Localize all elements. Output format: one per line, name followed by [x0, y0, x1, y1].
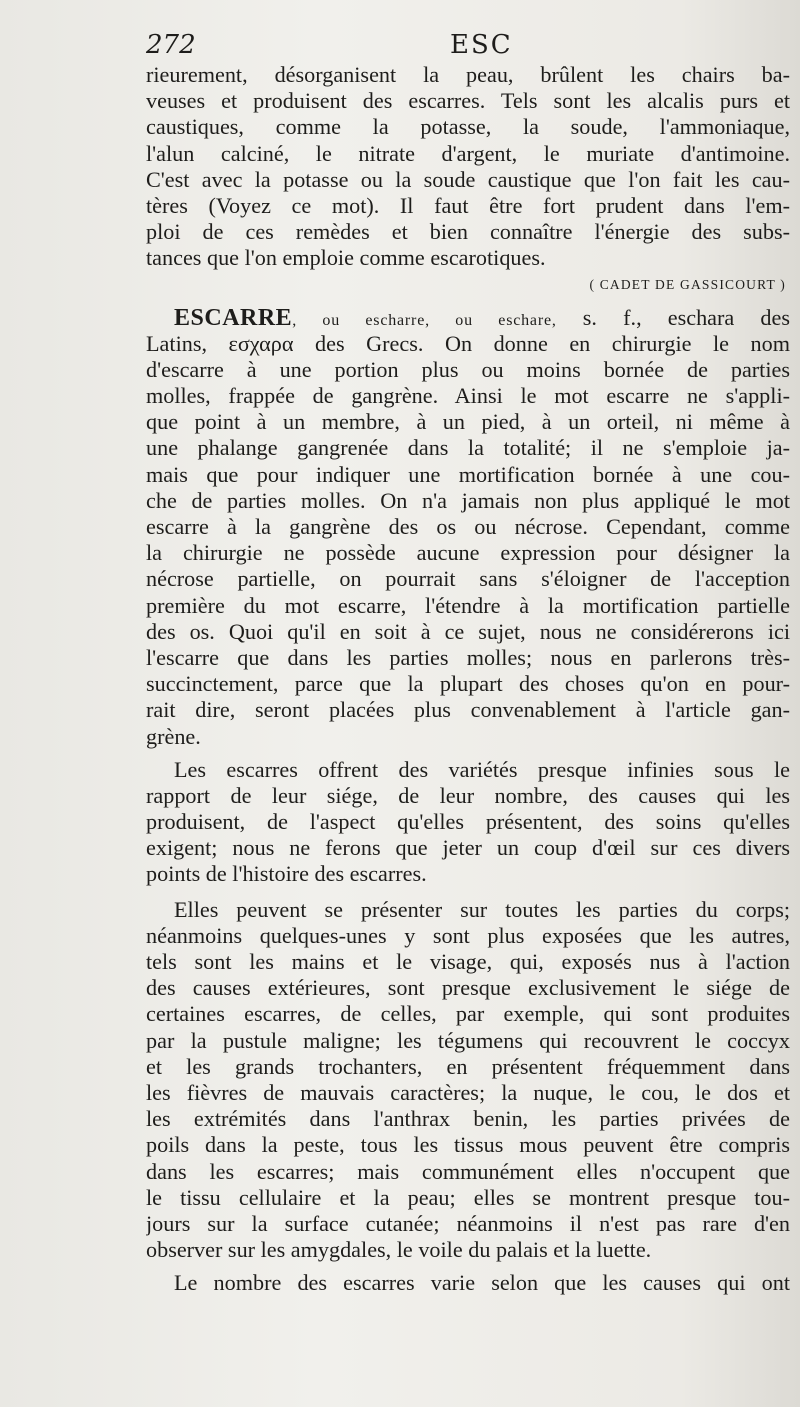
- text-line: tères (Voyez ce mot). Il faut être fort prudent dans l'em-: [146, 192, 790, 218]
- text-line: rait dire, seront placées plus convenablement à l'article gan-: [146, 697, 790, 723]
- text-line: la chirurgie ne possède aucune expression pour désigner la: [146, 540, 790, 566]
- text-line: caustiques, comme la potasse, la soude, l'ammoniaque,: [146, 114, 790, 140]
- text-line: néanmoins quelques-unes y sont plus exposées que les autres,: [146, 922, 790, 948]
- entry-first-line-rest: s. f., eschara des: [556, 304, 790, 330]
- previous-entry-ending: [146, 62, 790, 298]
- text-line: les extrémités dans l'anthrax benin, les parties privées de: [146, 1106, 790, 1132]
- author-signature: ( CADET DE GASSICOURT ): [589, 276, 786, 292]
- text-line: molles, frappée de gangrène. Ainsi le mot escarre ne s'appli-: [146, 383, 790, 409]
- running-head: ESC: [450, 30, 513, 60]
- text-line: une phalange gangrenée dans la totalité; il ne s'emploie ja-: [146, 435, 790, 461]
- text-line: certaines escarres, de celles, par exemple, qui sont produites: [146, 1001, 790, 1027]
- entry-first-line: [146, 305, 790, 331]
- text-line: tels sont les mains et le visage, qui, exposés nus à l'action: [146, 949, 790, 974]
- paragraph-number: [146, 1270, 790, 1296]
- entry-variants: , ou escharre, ou eschare,: [292, 311, 557, 329]
- text-line: rapport de leur siége, de leur nombre, des causes qui les: [146, 782, 790, 808]
- text-line: observer sur les amygdales, le voile du palais et la luette.: [146, 1237, 652, 1263]
- text-line: Latins, εσχαρα des Grecs. On donne en chirurgie le nom: [146, 330, 790, 356]
- text-line: l'alun calciné, le nitrate d'argent, le muriate d'antimoine.: [146, 140, 790, 166]
- text-line: dans les escarres; mais communément elles n'occupent que: [146, 1158, 790, 1184]
- page-number: 272: [146, 30, 196, 60]
- text-line: che de parties molles. On n'a jamais non plus appliqué le mot: [146, 487, 790, 513]
- text-line: succinctement, parce que la plupart des choses qu'on en pour-: [146, 671, 790, 697]
- text-line: Elles peuvent se présenter sur toutes les parties du corps;: [174, 896, 790, 922]
- entry-escarre: [146, 305, 790, 750]
- body-text: [146, 62, 790, 1296]
- text-line: et les grands trochanters, en présentent fréquemment dans: [146, 1053, 790, 1079]
- text-line: produisent, de l'aspect qu'elles présentent, des soins qu'elles: [146, 809, 790, 835]
- text-line: Les escarres offrent des variétés presque infinies sous le: [174, 756, 790, 782]
- text-line: grène.: [146, 723, 201, 749]
- text-line: Le nombre des escarres varie selon que les causes qui ont: [174, 1270, 790, 1296]
- text-line: le tissu cellulaire et la peau; elles se montrent presque tou-: [146, 1184, 790, 1210]
- text-line: par la pustule maligne; les tégumens qui recouvrent le coccyx: [146, 1027, 790, 1053]
- page-header: [146, 30, 790, 64]
- text-line: nécrose partielle, on pourrait sans s'éloigner de l'acception: [146, 566, 790, 592]
- text-line: les fièvres de mauvais caractères; la nuque, le cou, le dos et: [146, 1079, 790, 1105]
- text-line: d'escarre à une portion plus ou moins bornée de parties: [146, 356, 790, 382]
- text-line: veuses et produisent des escarres. Tels sont les alcalis purs et: [146, 88, 790, 114]
- text-line: mais que pour indiquer une mortification bornée à une cou-: [146, 461, 790, 487]
- paragraph-locations: [146, 897, 790, 1264]
- text-line: jours sur la surface cutanée; néanmoins il n'est pas rare d'en: [146, 1210, 790, 1236]
- text-line: rieurement, désorganisent la peau, brûlent les chairs ba-: [146, 62, 790, 87]
- text-line: exigent; nous ne ferons que jeter un coup d'œil sur ces divers: [146, 835, 790, 861]
- text-line: poils dans la peste, tous les tissus mous peuvent être compris: [146, 1132, 790, 1158]
- text-line: ploi de ces remèdes et bien connaître l'énergie des subs-: [146, 219, 790, 245]
- text-line: escarre à la gangrène des os ou nécrose. Cependant, comme: [146, 514, 790, 539]
- text-line: des causes extérieures, sont presque exclusivement le siége de: [146, 975, 790, 1001]
- text-line: C'est avec la potasse ou la soude caustique que l'on fait les cau-: [146, 166, 790, 192]
- text-line: points de l'histoire des escarres.: [146, 861, 427, 887]
- text-line: l'escarre que dans les parties molles; nous en parlerons très-: [146, 644, 790, 670]
- entry-headword: ESCARRE: [174, 304, 293, 331]
- text-line: que point à un membre, à un pied, à un orteil, ni même à: [146, 409, 790, 435]
- text-line: des os. Quoi qu'il en soit à ce sujet, nous ne considérerons ici: [146, 618, 790, 644]
- text-line: première du mot escarre, l'étendre à la mortification partielle: [146, 592, 790, 618]
- paragraph-varieties: [146, 757, 790, 888]
- text-line: tances que l'on emploie comme escarotiques.: [146, 245, 546, 271]
